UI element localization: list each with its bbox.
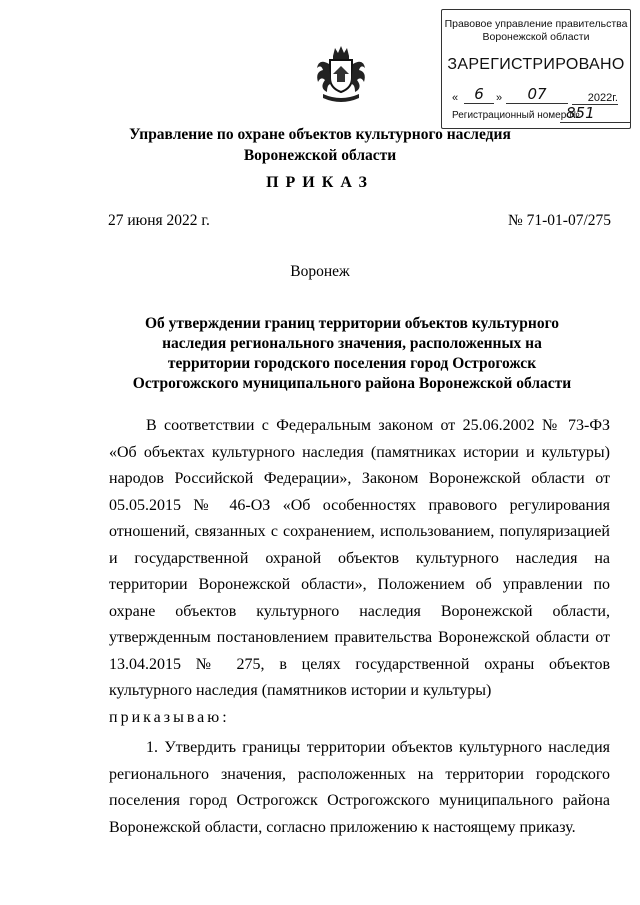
stamp-day: 6 xyxy=(464,85,494,104)
document-body xyxy=(109,413,610,841)
organization-name-line2: Воронежской области xyxy=(243,147,397,164)
document-subject: Об утверждении границ территории объектов культурного наследия регионального значения, расположенных на территории городского поселения город Острогожск Острогожского муниципального района Воронежской области xyxy=(132,315,572,392)
organization-name-line1: Управление по охране объектов культурного наследия xyxy=(129,126,511,143)
stamp-quote-close: » xyxy=(496,92,503,104)
document-date: 27 июня 2022 г. xyxy=(108,212,210,229)
stamp-quote-open: « xyxy=(452,92,459,104)
stamp-authority-line2: Воронежской области xyxy=(482,31,590,43)
preamble-paragraph: В соответствии с Федеральным законом от 25.06.2002 № 73-ФЗ «Об объектах культурного наследия (памятниках истории и культуры) народов Российской Федерации», Законом Воронежской области от 05.05.2015 № 46-ОЗ «Об особенностях правового регулирования отношений, связанных с сохранением, использованием, популяризацией и государственной охраной объектов культурного наследия на территории Воронежской области», Положением об управлении по охране объектов культурного наследия Воронежской области, утвержденным постановлением правительства Воронежской области от 13.04.2015 № 275, в целях государственной охраны объектов культурного наследия (памятников истории и культуры) xyxy=(109,417,610,699)
stamp-registered-label: ЗАРЕГИСТРИРОВАНО xyxy=(447,56,625,73)
order-word: приказываю: xyxy=(109,708,230,726)
stamp-reg-number-label: Регистрационный номер № xyxy=(452,110,580,121)
document-title: ПРИКАЗ xyxy=(266,174,374,191)
registration-stamp xyxy=(441,9,631,129)
stamp-reg-number-value: 851 xyxy=(560,104,630,123)
stamp-year: 2022г. xyxy=(572,92,618,105)
stamp-month: 07 xyxy=(506,85,568,104)
document-city: Воронеж xyxy=(290,263,350,280)
document-number: № 71-01-07/275 xyxy=(507,212,611,229)
order-item-1: 1. Утвердить границы территории объектов культурного наследия регионального значения, расположенных на территории городского поселения город Острогожск Острогожского муниципального района Воронежской области, согласно приложению к настоящему приказу. xyxy=(109,739,610,836)
stamp-authority-line1: Правовое управление правительства xyxy=(444,18,628,30)
organization-name xyxy=(0,124,640,166)
stamp-reg-number xyxy=(452,104,595,122)
coat-of-arms-icon xyxy=(309,44,373,106)
